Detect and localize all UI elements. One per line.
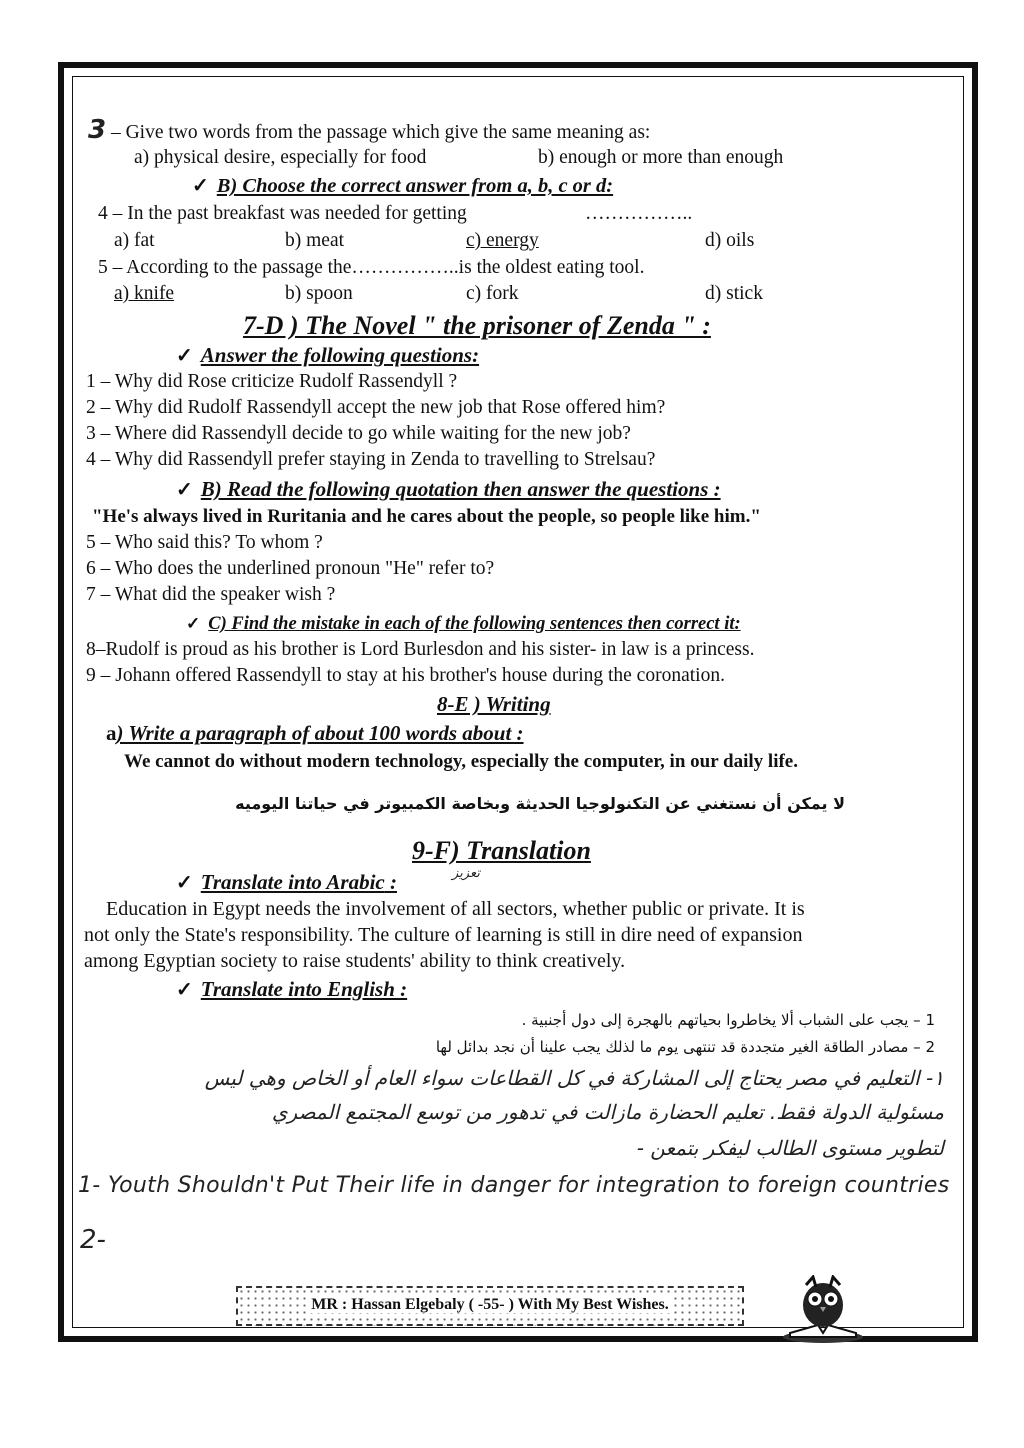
q5-option-d: d) stick (705, 283, 763, 304)
translate-arabic-heading-colon: : (389, 870, 397, 894)
q5-option-b: b) spoon (285, 283, 353, 304)
handwritten-answer-line-3: لتطوير مستوى الطالب ليفكر بتمعن - (636, 1136, 944, 1160)
question-3-line (88, 115, 651, 145)
quote-question-5: 5 – Who said this? To whom ? (86, 532, 323, 553)
question-4: 4 – In the past breakfast was needed for getting (98, 203, 467, 224)
quote-question-6: 6 – Who does the underlined pronoun "He" refer to? (86, 558, 495, 579)
check-icon: ✓ (176, 872, 193, 894)
check-icon: ✓ (192, 175, 209, 197)
novel-question-3: 3 – Where did Rassendyll decide to go while waiting for the new job? (86, 423, 631, 444)
q4-option-a: a) fat (114, 230, 155, 251)
writing-topic-arabic: لا يمكن أن نستغني عن التكنولوجيا الحديثة وبخاصة الكمبيوتر في حياتنا اليوميه (235, 794, 845, 813)
translation-passage-line-3: among Egyptian society to raise students' ability to think creatively. (84, 950, 626, 972)
q4-option-b: b) meat (285, 230, 345, 251)
option-b-enough: b) enough or more than enough (538, 147, 784, 168)
translation-section-title: 9-F) Translation (412, 836, 591, 865)
question-4-blank: …………….. (585, 203, 693, 224)
question-5: 5 – According to the passage the……………..is the oldest eating tool. (98, 257, 645, 278)
translate-english-heading-text: Translate into English : (200, 977, 408, 1001)
handwritten-answer-english-2: 2- (80, 1225, 106, 1255)
find-mistake-heading (186, 612, 741, 636)
translate-arabic-heading (176, 870, 397, 895)
translation-passage-line-1: Education in Egypt needs the involvement of all sectors, whether public or private. It is (106, 898, 805, 920)
mistake-sentence-8: 8–Rudolf is proud as his brother is Lord Burlesdon and his sister- in law is a princess. (86, 639, 755, 660)
writing-prompt-text: ) Write a paragraph of about 100 words about : (116, 721, 524, 745)
writing-section-title: 8-E ) Writing (437, 692, 551, 716)
handwritten-note: تعزيز (452, 866, 480, 881)
quotation-heading-text: B) Read the following quotation then answer the questions : (200, 477, 721, 501)
option-a-physical-desire: a) physical desire, especially for food (134, 147, 427, 168)
q5-option-c: c) fork (466, 283, 519, 304)
reading-owl-icon (778, 1275, 868, 1345)
translation-passage-line-2: not only the State's responsibility. The culture of learning is still in dire need of expansion (84, 924, 803, 946)
quote-question-7: 7 – What did the speaker wish ? (86, 584, 336, 605)
footer-text (238, 1296, 742, 1314)
translate-arabic-heading-text: Translate into Arabic (200, 870, 385, 894)
check-icon: ✓ (186, 614, 201, 633)
writing-prompt-prefix: a (106, 721, 117, 745)
q5-option-a: a) knife (114, 283, 175, 304)
q4-option-d: d) oils (705, 230, 755, 251)
novel-question-1: 1 – Why did Rose criticize Rudolf Rassendyll ? (86, 371, 458, 392)
check-icon: ✓ (176, 345, 193, 367)
question-3-prompt: – Give two words from the passage which give the same meaning as: (110, 122, 651, 143)
arabic-sentence-2: 2 – مصادر الطاقة الغير متجددة قد تنتهى يوم ما لذلك يجب علينا أن نجد بدائل لها (435, 1038, 935, 1056)
answer-questions-heading-text: Answer the following questions: (200, 343, 480, 367)
handwritten-answer-english-1: 1- Youth Shouldn't Put Their life in danger for integration to foreign countries (78, 1173, 950, 1198)
answer-questions-heading (176, 343, 479, 368)
check-icon: ✓ (176, 979, 193, 1001)
check-icon: ✓ (176, 479, 193, 501)
question-number-mark: 3 (88, 115, 107, 145)
novel-section-title: 7-D ) The Novel " the prisoner of Zenda " : (243, 311, 711, 340)
handwritten-answer-line-2: مسئولية الدولة فقط. تعليم الحضارة مازالت في تدهور من توسع المجتمع المصري (271, 1100, 944, 1124)
translate-english-heading (176, 977, 407, 1002)
novel-question-2: 2 – Why did Rudolf Rassendyll accept the new job that Rose offered him? (86, 397, 666, 418)
novel-question-4: 4 – Why did Rassendyll prefer staying in Zenda to travelling to Strelsau? (86, 449, 656, 470)
writing-topic: We cannot do without modern technology, especially the computer, in our daily life. (124, 751, 798, 772)
footer-box (236, 1286, 744, 1326)
quotation-heading (176, 477, 721, 502)
quotation-text: "He's always lived in Ruritania and he cares about the people, so people like him." (92, 506, 761, 527)
mistake-sentence-9: 9 – Johann offered Rassendyll to stay at his brother's house during the coronation. (86, 665, 725, 686)
footer-label: MR : Hassan Elgebaly ( -55- ) With My Best Wishes. (308, 1296, 672, 1313)
choose-heading (192, 174, 613, 198)
handwritten-answer-line-1: ١- التعليم في مصر يحتاج إلى المشاركة في كل القطاعات سواء العام أو الخاص وهي ليس (204, 1066, 944, 1090)
find-mistake-heading-text: C) Find the mistake in each of the following sentences then correct it: (208, 614, 741, 634)
writing-prompt (106, 721, 524, 745)
choose-heading-text: B) Choose the correct answer from a, b, c or d: (216, 175, 614, 197)
q4-option-c: c) energy (466, 230, 539, 251)
arabic-sentence-1: 1 – يجب على الشباب ألا يخاطروا بحياتهم بالهجرة إلى دول أجنبية . (521, 1011, 935, 1029)
